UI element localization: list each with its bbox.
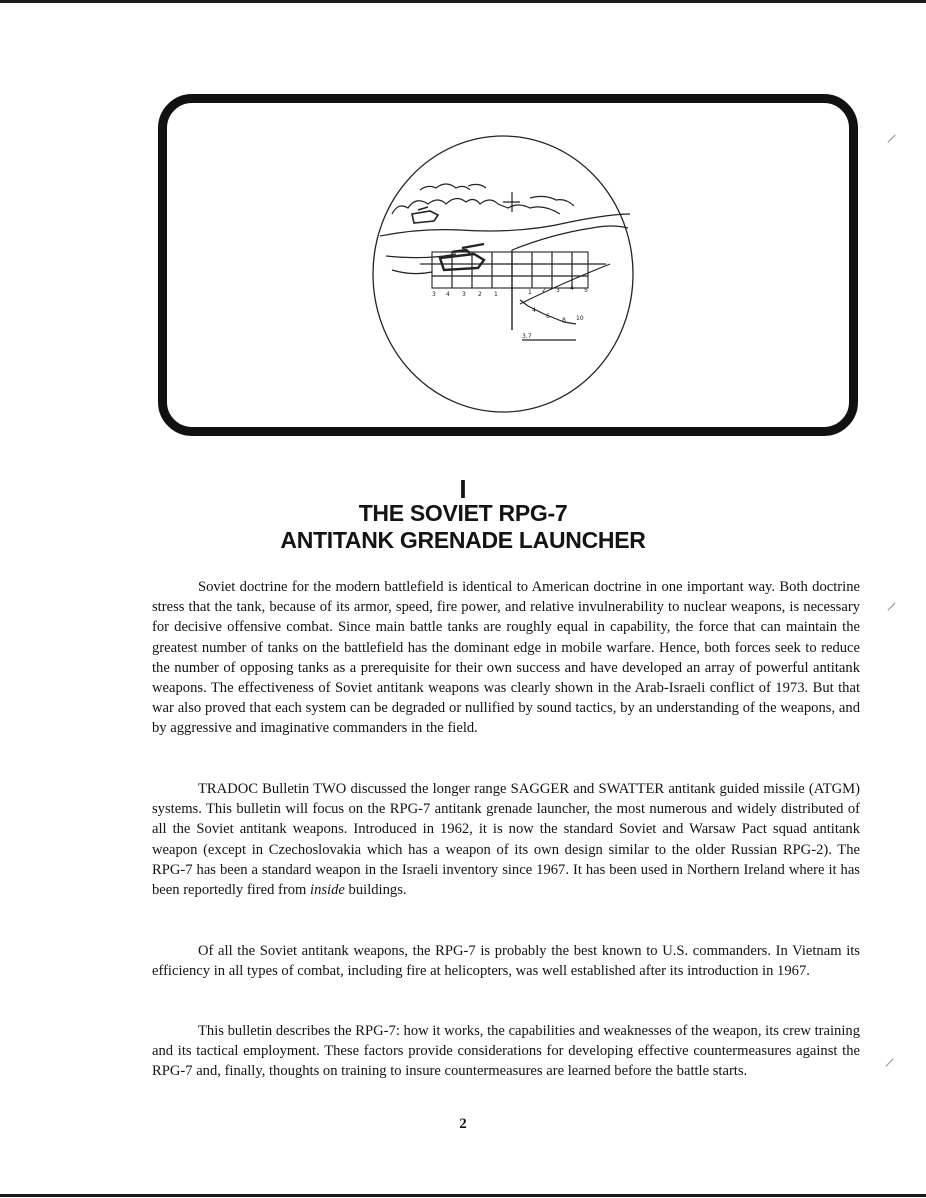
paragraph-2-emphasis: inside (310, 882, 345, 899)
tank-far (412, 207, 438, 223)
left-scale-5: 1 (494, 291, 498, 298)
margin-scan-mark: ⸝ (884, 1046, 896, 1071)
paragraph-2-end: buildings. (344, 882, 407, 899)
right-scale-1: 1 (528, 289, 532, 296)
scan-edge-bottom (0, 1194, 926, 1197)
range-ladder (520, 300, 576, 324)
range-mark-6: 6 (546, 313, 550, 320)
chapter-title-line-2: ANTITANK GRENADE LAUNCHER (280, 527, 646, 553)
left-scale-3: 3 (462, 291, 466, 298)
chapter-title (0, 500, 926, 554)
left-scale-1: 3 (432, 291, 436, 298)
margin-scan-mark: ⸝ (886, 590, 898, 615)
paragraph-2 (152, 779, 860, 900)
paragraph-3: Of all the Soviet antitank weapons, the RPG-7 is probably the best known to U.S. commanders. In Vietnam its efficiency in all types of combat, including fire at helicopters, was well established after its introduction in 1967. (152, 943, 860, 980)
margin-scan-mark: ⸝ (886, 122, 898, 147)
tree-line (392, 198, 560, 214)
paragraph-1: Soviet doctrine for the modern battlefield is identical to American doctrine in one important way. Both doctrine stress that the tank, because of its armor, speed, fire power, and relative invulnerability to nuclear weapons, is necessary for decisive offensive combat. Since main battle tanks are roughly equal in capability, the force that can maintain the greatest number of tanks on the battlefield has the dominant edge in mobile warfare. Hence, both forces seek to reduce the number of opposing tanks as a prerequisite for their own success and have developed an array of powerful antitank weapons. The effectiveness of Soviet antitank weapons was clearly shown in the Arab-Israeli conflict of 1973. But that war also proved that each system can be degraded or nullified by sound tactics, by an understanding of the weapons, and by aggressive and imaginative commanders in the field. (152, 579, 860, 737)
tank-near (440, 244, 484, 270)
right-scale-5: 5 (584, 287, 588, 294)
paragraph-2-text: TRADOC Bulletin TWO discussed the longer range SAGGER and SWATTER antitank guided missile (ATGM) systems. This bulletin will focus on the RPG-7 antitank grenade launcher, the most numerous and widely distributed of all the Soviet antitank weapons. Introduced in 1962, it is now the standard Soviet and Warsaw Pact squad antitank weapon (except in Czechoslovakia which has a weapon of its own design similar to the older Russian RPG-2). The RPG-7 has been a standard weapon in the Israeli inventory since 1967. It has been used in Northern Ireland where it has been reportedly fired from (152, 781, 860, 899)
chapter-number: I (459, 474, 467, 504)
right-scale-4: 4 (570, 285, 574, 292)
range-mark-8: 8 (562, 317, 566, 324)
gunsight-illustration (0, 0, 926, 460)
right-scale-3: 3 (556, 287, 560, 294)
left-scale-4: 2 (478, 291, 482, 298)
page-number: 2 (459, 1116, 467, 1132)
hill-line (380, 214, 630, 236)
range-mark-4: 4 (532, 307, 536, 314)
range-base-mark: 3.7 (522, 333, 532, 340)
chapter-title-line-1: THE SOVIET RPG-7 (358, 500, 568, 526)
range-mark-10: 10 (576, 315, 584, 322)
ground-right (520, 264, 610, 304)
paragraph-4: This bulletin describes the RPG-7: how it works, the capabilities and weaknesses of the weapon, its crew training and its tactical employment. These factors provide considerations for developing effective countermeasures against the RPG-7 and, finally, thoughts on training to insure countermeasures are learned before the battle starts. (152, 1023, 860, 1080)
far-slope (512, 226, 628, 250)
right-scale-2: 2 (542, 287, 546, 294)
left-scale-2: 4 (446, 291, 450, 298)
